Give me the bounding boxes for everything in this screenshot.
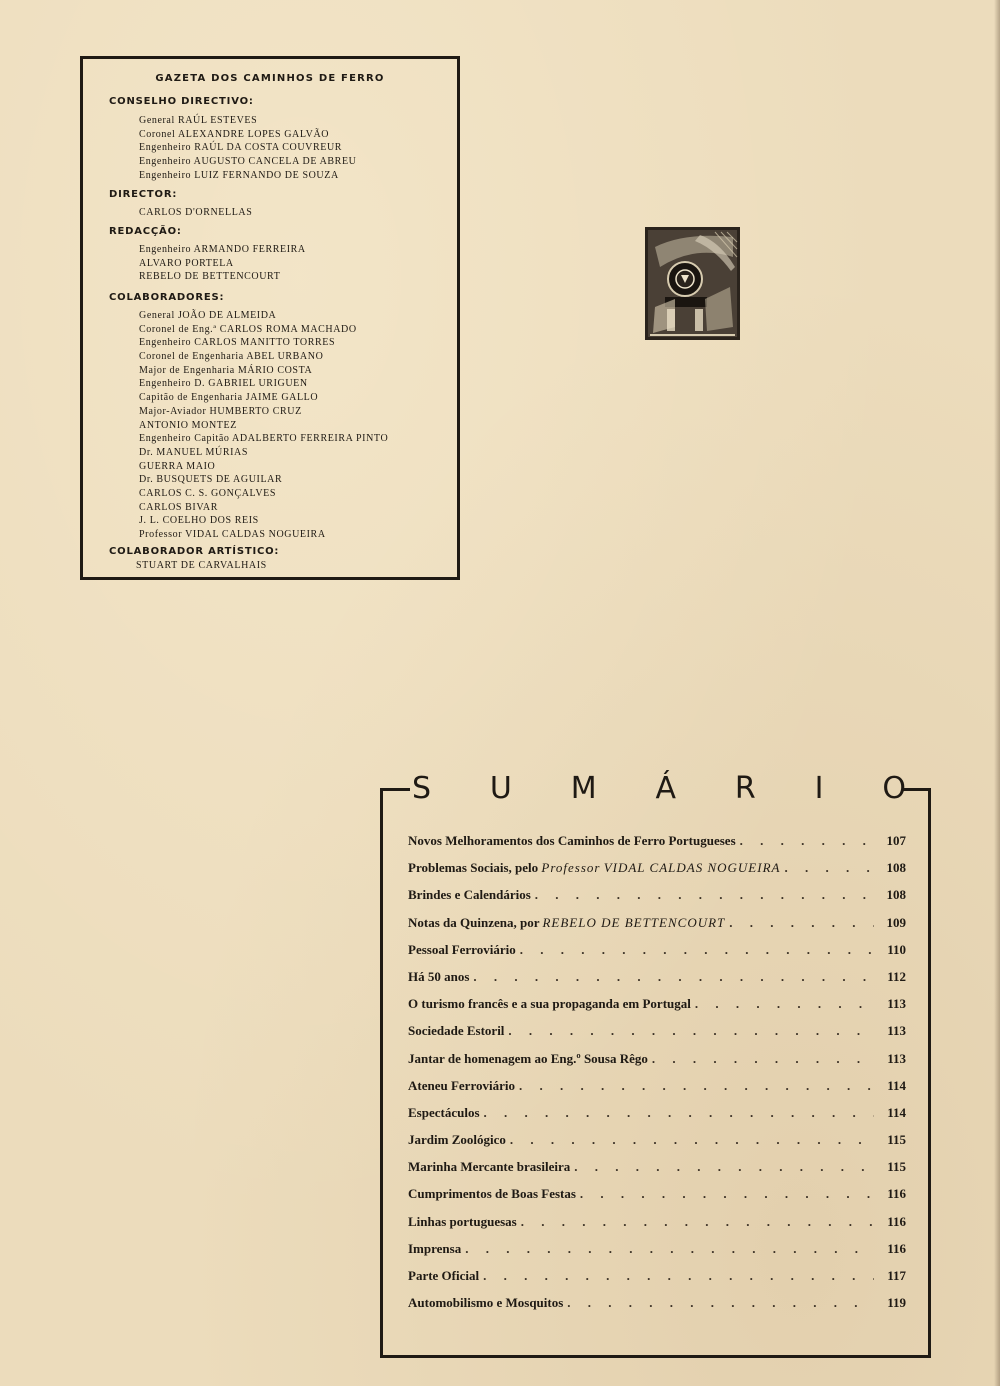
- names-list-colaborador-artistico: [136, 559, 267, 573]
- toc-entry-page: 113: [887, 1023, 906, 1039]
- toc-entry-page: 114: [887, 1077, 906, 1093]
- summary-title-letter: Á: [655, 770, 677, 806]
- toc-dot-leader: [580, 1180, 874, 1207]
- toc-entry-page: 113: [887, 1050, 906, 1066]
- masthead-name: Coronel de Eng.ª CARLOS ROMA MACHADO: [139, 323, 357, 335]
- masthead-name: Engenheiro AUGUSTO CANCELA DE ABREU: [139, 156, 357, 168]
- masthead-name: Dr. BUSQUETS DE AGUILAR: [139, 474, 283, 486]
- toc-entry-page: 110: [887, 941, 906, 957]
- toc-entry-title-text: Linhas portuguesas: [408, 1213, 517, 1229]
- toc-entry: [408, 936, 906, 963]
- toc-entry-page: 116: [887, 1186, 906, 1202]
- toc-entry-title: [408, 1045, 648, 1072]
- toc-dot-leader: [652, 1045, 874, 1072]
- names-list-colaboradores: [139, 309, 388, 542]
- toc-dot-leader: [484, 1099, 875, 1126]
- masthead-name: ALVARO PORTELA: [139, 257, 234, 269]
- masthead-name: CARLOS C. S. GONÇALVES: [139, 487, 277, 499]
- page-spine-shadow: [994, 0, 1000, 1386]
- masthead-name: Engenheiro RAÚL DA COSTA COUVREUR: [139, 142, 343, 154]
- toc-entry: [408, 1289, 906, 1316]
- toc-dot-leader: [729, 909, 874, 936]
- section-heading-director: DIRECTOR:: [109, 189, 178, 200]
- toc-entry-page: 119: [887, 1295, 906, 1311]
- section-heading-conselho: CONSELHO DIRECTIVO:: [109, 96, 254, 107]
- toc-entry-page: 107: [886, 833, 906, 848]
- toc-dot-leader: [740, 827, 874, 854]
- masthead-name: Engenheiro Capitão ADALBERTO FERREIRA PINTO: [139, 433, 389, 445]
- toc-entry-title: [408, 1017, 504, 1044]
- summary-title-letter: M: [570, 770, 597, 806]
- toc-entry-page: 113: [887, 996, 906, 1012]
- toc-entry-author: VIDAL CALDAS NOGUEIRA: [603, 860, 781, 876]
- toc-entry: [408, 1180, 906, 1207]
- toc-dot-leader: [521, 1208, 874, 1235]
- toc-dot-leader: [695, 990, 874, 1017]
- toc-entry: [408, 1153, 906, 1180]
- toc-entry-page: 117: [887, 1268, 906, 1283]
- toc-entry-title-text: Notas da Quinzena, por: [408, 914, 543, 930]
- masthead-name: Capitão de Engenharia JAIME GALLO: [139, 392, 319, 404]
- toc-entry-title-text: Imprensa: [408, 1240, 462, 1256]
- toc-entry-title-text: Espectáculos: [408, 1104, 480, 1120]
- toc-entry-title: [408, 1153, 570, 1180]
- toc-dot-leader: [510, 1126, 874, 1153]
- summary-title-letter: R: [734, 770, 756, 806]
- toc-entry-title: [408, 1099, 480, 1126]
- toc-dot-leader: [519, 1072, 874, 1099]
- toc-dot-leader: [483, 1262, 874, 1289]
- names-list-conselho: [139, 114, 356, 182]
- table-of-contents: [408, 827, 906, 1316]
- summary-top-rule-left: [380, 788, 410, 791]
- masthead-title: GAZETA DOS CAMINHOS DE FERRO: [155, 73, 385, 84]
- toc-entry: [408, 1099, 906, 1126]
- summary-title: [412, 768, 906, 808]
- summary-title-letter: O: [882, 770, 906, 806]
- masthead-name: Engenheiro ARMANDO FERREIRA: [139, 244, 306, 255]
- toc-entry-page: 116: [887, 1240, 906, 1256]
- masthead-name: Dr. MANUEL MÚRIAS: [139, 446, 248, 458]
- toc-entry-title: [408, 963, 469, 990]
- section-heading-redaccao: REDACÇÃO:: [109, 226, 182, 237]
- toc-entry-title-text: Brindes e Calendários: [408, 887, 531, 903]
- masthead-box: [80, 56, 460, 580]
- masthead-name: Engenheiro LUIZ FERNANDO DE SOUZA: [139, 169, 339, 181]
- masthead-name: CARLOS D'ORNELLAS: [139, 207, 253, 218]
- toc-entry-title-text: Há 50 anos: [408, 968, 470, 984]
- toc-entry: [408, 1208, 906, 1235]
- masthead-name: Coronel de Engenharia ABEL URBANO: [139, 351, 324, 363]
- locomotive-emblem-icon: [645, 227, 740, 340]
- toc-entry-page: 116: [887, 1213, 906, 1229]
- summary-title-letter: U: [489, 770, 512, 806]
- toc-entry: [408, 1126, 906, 1153]
- toc-entry-title: [408, 1235, 461, 1262]
- masthead-name: GUERRA MAIO: [139, 460, 216, 472]
- toc-entry-title: [408, 990, 691, 1017]
- toc-entry-title: [408, 1072, 515, 1099]
- toc-entry: [408, 881, 906, 908]
- toc-entry-page: 108: [886, 860, 906, 876]
- toc-entry-title-text: Pessoal Ferroviário: [408, 941, 516, 957]
- toc-entry-page: 114: [887, 1104, 906, 1120]
- names-list-director: [139, 206, 252, 220]
- masthead-name: Coronel ALEXANDRE LOPES GALVÃO: [139, 128, 330, 140]
- masthead-name: STUART DE CARVALHAIS: [136, 560, 267, 571]
- toc-dot-leader: [508, 1017, 874, 1044]
- section-heading-colaboradores: COLABORADORES:: [109, 292, 225, 303]
- toc-entry: [408, 1072, 906, 1099]
- toc-entry-title: [408, 909, 725, 936]
- masthead-name: Engenheiro CARLOS MANITTO TORRES: [139, 337, 336, 349]
- masthead-name: Major-Aviador HUMBERTO CRUZ: [139, 405, 302, 417]
- masthead-name: General RAÚL ESTEVES: [139, 115, 258, 126]
- toc-entry-title: [408, 881, 531, 908]
- toc-entry-title-text: Jantar de homenagem ao Eng.º Sousa Rêgo: [408, 1050, 648, 1066]
- toc-entry-title-text: Marinha Mercante brasileira: [408, 1159, 571, 1175]
- toc-entry-title: [408, 1126, 506, 1153]
- summary-top-rule-right: [902, 788, 931, 791]
- toc-entry: [408, 1235, 906, 1262]
- toc-entry-page: 112: [887, 968, 906, 984]
- masthead-name: Engenheiro D. GABRIEL URIGUEN: [139, 378, 308, 390]
- toc-entry-page: 115: [887, 1132, 906, 1148]
- toc-entry-title-text: Sociedade Estoril: [408, 1023, 505, 1039]
- toc-entry-title-text: Problemas Sociais, pelo: [408, 860, 542, 876]
- masthead-name: CARLOS BIVAR: [139, 501, 218, 513]
- toc-entry-title-text: Cumprimentos de Boas Festas: [408, 1186, 576, 1202]
- masthead-name: Professor VIDAL CALDAS NOGUEIRA: [139, 529, 326, 540]
- toc-entry-page: 108: [886, 887, 906, 903]
- toc-entry-author: REBELO DE BETTENCOURT: [542, 914, 726, 930]
- toc-entry-page: 115: [887, 1159, 906, 1175]
- toc-dot-leader: [473, 963, 874, 990]
- toc-entry-title: [408, 1208, 517, 1235]
- toc-dot-leader: [784, 854, 874, 881]
- toc-entry: [408, 1045, 906, 1072]
- masthead-name: J. L. COELHO DOS REIS: [139, 515, 259, 527]
- toc-entry-page: 109: [886, 914, 906, 930]
- toc-entry-title: [408, 827, 736, 854]
- masthead-name: General JOÃO DE ALMEIDA: [139, 310, 277, 321]
- toc-entry-title: [408, 1262, 479, 1289]
- toc-entry: [408, 909, 906, 936]
- toc-entry: [408, 963, 906, 990]
- masthead-name: Major de Engenharia MÁRIO COSTA: [139, 364, 313, 376]
- toc-dot-leader: [465, 1235, 874, 1262]
- toc-entry: [408, 854, 906, 881]
- toc-entry-title: [408, 1289, 563, 1316]
- toc-entry-title-text: Parte Oficial: [408, 1268, 480, 1283]
- toc-entry: [408, 1017, 906, 1044]
- toc-dot-leader: [567, 1289, 874, 1316]
- masthead-name: REBELO DE BETTENCOURT: [139, 271, 281, 283]
- masthead-name: ANTONIO MONTEZ: [139, 419, 237, 431]
- toc-entry: [408, 1262, 906, 1289]
- summary-title-letter: S: [412, 770, 432, 806]
- summary-title-letter: I: [814, 770, 824, 806]
- toc-dot-leader: [520, 936, 874, 963]
- toc-entry-title-text: Jardim Zoológico: [408, 1132, 506, 1148]
- toc-entry-title-text: O turismo francês e a sua propaganda em Portugal: [408, 996, 691, 1012]
- toc-dot-leader: [574, 1153, 874, 1180]
- toc-entry-title-text: Novos Melhoramentos dos Caminhos de Ferro Portugueses: [408, 833, 736, 848]
- toc-entry-author-prefix: Professor: [541, 860, 601, 876]
- section-heading-colaborador-artistico: COLABORADOR ARTÍSTICO:: [109, 546, 280, 557]
- toc-entry-title-text: Ateneu Ferroviário: [408, 1077, 515, 1093]
- toc-entry: [408, 990, 906, 1017]
- toc-entry-title: [408, 1180, 576, 1207]
- toc-dot-leader: [535, 881, 874, 908]
- toc-entry-title: [408, 936, 516, 963]
- toc-entry: [408, 827, 906, 854]
- names-list-redaccao: [139, 243, 306, 284]
- toc-entry-title-text: Automobilismo e Mosquitos: [408, 1295, 564, 1311]
- toc-entry-title: [408, 854, 780, 881]
